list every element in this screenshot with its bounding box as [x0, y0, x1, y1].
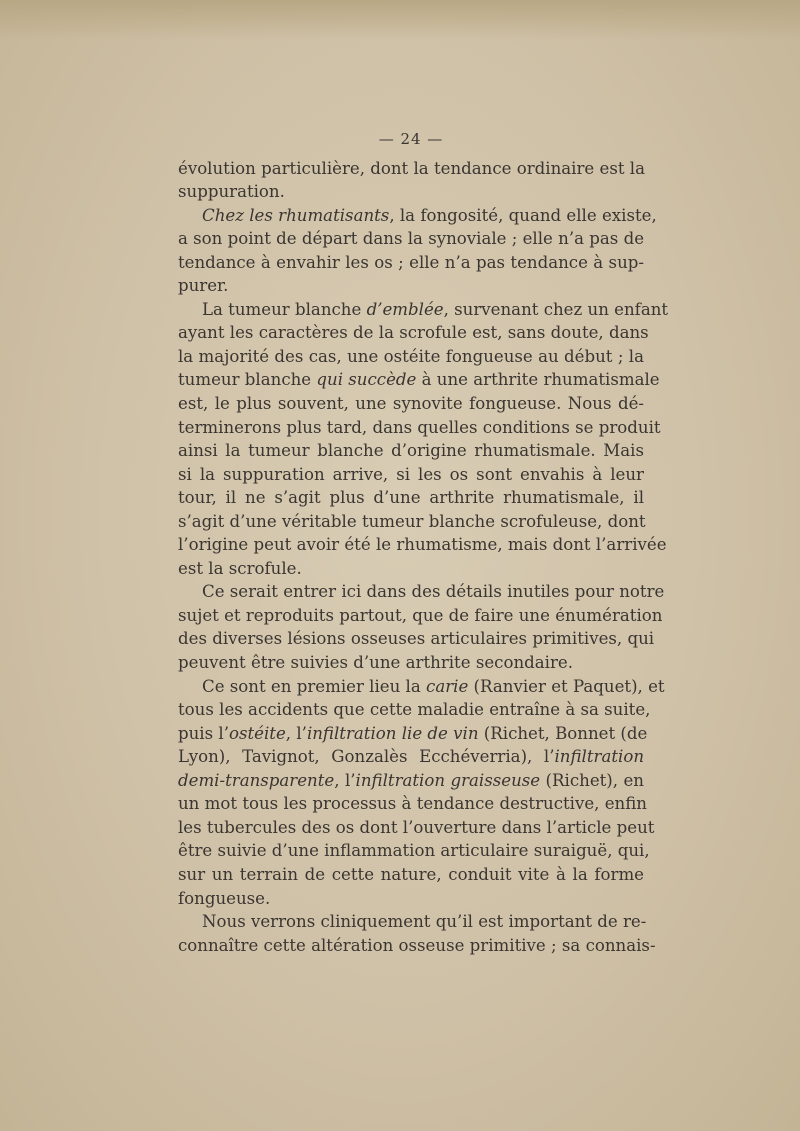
text-run: tendance à envahir les os ; elle n’a pas tendance à sup- — [178, 252, 644, 272]
text-run: suppuration. — [178, 182, 285, 202]
text-run: , l’ — [285, 723, 307, 743]
page-number: — 24 — — [378, 130, 444, 148]
text-run: (Ranvier et Paquet), et — [468, 676, 665, 696]
paragraph — [178, 157, 644, 204]
text-run: est, le plus souvent, une synovite fongueuse. Nous dé- — [178, 394, 644, 414]
text-run: Ce serait entrer ici dans des détails inutiles pour notre — [202, 582, 665, 602]
text-run: Ce sont en premier lieu la — [202, 676, 427, 696]
text-run: purer. — [178, 276, 229, 296]
text-run: à une arthrite rhumatismale — [416, 370, 660, 390]
text-run: puis l’ — [178, 723, 229, 743]
italic-text: infiltration lie de vin — [306, 723, 479, 743]
text-run: , la fongosité, quand elle existe, — [389, 205, 657, 225]
text-line — [178, 745, 644, 769]
text-line — [178, 816, 655, 840]
italic-text: demi-transparente — [178, 770, 335, 790]
text-line — [178, 416, 661, 440]
text-line — [178, 792, 647, 816]
text-block — [178, 128, 669, 957]
italic-text: d’emblée — [366, 299, 444, 319]
text-run: sur un terrain de cette nature, conduit vite à la forme — [178, 864, 644, 884]
text-line — [178, 227, 644, 251]
text-run: ayant les caractères de la scrofule est, sans doute, dans — [178, 323, 649, 343]
text-run: Lyon), Tavignot, Gonzalès Ecchéverria), l’ — [178, 747, 555, 767]
text-line — [178, 698, 651, 722]
italic-text: infiltration — [554, 747, 644, 767]
text-run: est la scrofule. — [178, 558, 302, 578]
text-line — [178, 368, 660, 392]
text-line — [178, 204, 657, 228]
text-run: des diverses lésions osseuses articulaires primitives, qui — [178, 629, 655, 649]
body-text — [178, 157, 669, 958]
italic-text: carie — [426, 676, 469, 696]
text-line — [178, 604, 663, 628]
text-run: tumeur blanche — [178, 370, 317, 390]
paragraph — [178, 580, 665, 674]
text-line — [178, 321, 649, 345]
text-line — [178, 863, 644, 887]
text-line — [178, 180, 644, 204]
text-line — [178, 769, 644, 793]
text-line — [178, 251, 644, 275]
text-line — [178, 463, 644, 487]
text-line — [178, 887, 644, 911]
text-line — [178, 510, 644, 534]
text-line — [178, 298, 669, 322]
italic-text: infiltration graisseuse — [355, 770, 541, 790]
text-run: la majorité des cas, une ostéite fongueuse au début ; la — [178, 346, 644, 366]
text-line — [178, 486, 644, 510]
text-run: s’agit d’une véritable tumeur blanche scrofuleuse, dont — [178, 511, 646, 531]
text-line — [178, 722, 648, 746]
text-line — [178, 274, 644, 298]
paragraph — [178, 910, 656, 957]
text-run: les tubercules des os dont l’ouverture dans l’article peut — [178, 817, 655, 837]
text-line — [178, 910, 647, 934]
text-run: fongueuse. — [178, 888, 271, 908]
paragraph — [178, 204, 657, 298]
text-line — [178, 675, 665, 699]
italic-text: ostéite — [229, 723, 286, 743]
text-line — [178, 580, 665, 604]
italic-text: Chez les rhumatisants — [202, 205, 390, 225]
text-line — [178, 345, 644, 369]
text-run: , l’ — [334, 770, 356, 790]
text-run: un mot tous les processus à tendance destructive, enfin — [178, 794, 647, 814]
italic-text: qui succède — [316, 370, 417, 390]
text-run: connaître cette altération osseuse primitive ; sa connais- — [178, 935, 656, 955]
page-top-shadow — [0, 0, 800, 40]
paragraph — [178, 675, 665, 910]
text-line — [178, 627, 655, 651]
text-run: La tumeur blanche — [202, 299, 367, 319]
text-run: l’origine peut avoir été le rhumatisme, mais dont l’arrivée — [178, 535, 667, 555]
text-run: a son point de départ dans la synoviale ; elle n’a pas de — [178, 229, 645, 249]
text-run: (Richet, Bonnet (de — [478, 723, 648, 743]
text-run: tous les accidents que cette maladie entraîne à sa suite, — [178, 700, 651, 720]
text-run: sujet et reproduits partout, que de faire une énumération — [178, 605, 663, 625]
text-run: tour, il ne s’agit plus d’une arthrite rhumatismale, il — [178, 488, 644, 508]
text-line — [178, 839, 650, 863]
text-run: ainsi la tumeur blanche d’origine rhumatismale. Mais — [178, 441, 644, 461]
text-line — [178, 392, 644, 416]
text-line — [178, 651, 644, 675]
text-run: terminerons plus tard, dans quelles conditions se produit — [178, 417, 661, 437]
text-line — [178, 439, 644, 463]
text-run: Nous verrons cliniquement qu’il est important de re- — [202, 912, 647, 932]
text-run: peuvent être suivies d’une arthrite secondaire. — [178, 653, 573, 673]
text-line — [178, 934, 656, 958]
text-run: (Richet), en — [540, 770, 644, 790]
paragraph — [178, 298, 669, 581]
text-run: , survenant chez un enfant — [443, 299, 669, 319]
text-line — [178, 533, 667, 557]
text-run: si la suppuration arrive, si les os sont envahis à leur — [178, 464, 644, 484]
text-line — [178, 557, 644, 581]
text-run: évolution particulière, dont la tendance ordinaire est la — [178, 158, 645, 178]
text-run: être suivie d’une inflammation articulaire suraiguë, qui, — [178, 841, 650, 861]
text-line — [178, 157, 644, 181]
